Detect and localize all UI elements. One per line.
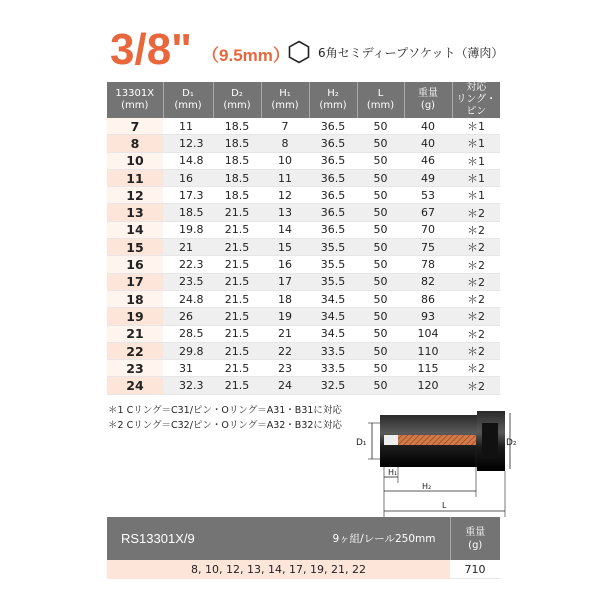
table-row	[107, 360, 500, 377]
size-cell: 14	[107, 221, 163, 238]
spec-cell: 50	[357, 308, 404, 325]
spec-cell: 36.5	[309, 118, 357, 135]
table-row	[107, 187, 500, 204]
table-row	[107, 204, 500, 221]
size-cell: 19	[107, 308, 163, 325]
size-cell: 16	[107, 256, 163, 273]
spec-cell: 18.5	[213, 135, 261, 152]
spec-cell: 34.5	[309, 308, 357, 325]
spec-cell: 14	[261, 221, 309, 238]
socket-dimension-diagram	[330, 405, 520, 525]
spec-cell: 15	[261, 239, 309, 256]
spec-cell: 86	[404, 290, 452, 307]
spec-cell: 7	[261, 118, 309, 135]
spec-cell: 12.3	[163, 135, 213, 152]
size-cell: 11	[107, 169, 163, 186]
spec-cell: 49	[404, 169, 452, 186]
spec-cell: 35.5	[309, 273, 357, 290]
spec-cell: 32.3	[163, 377, 213, 394]
spec-cell: 21.5	[213, 204, 261, 221]
spec-cell: 50	[357, 377, 404, 394]
spec-cell: 22	[261, 342, 309, 359]
spec-cell: 21.5	[213, 342, 261, 359]
footnote-1: ＊1 Cリング＝C31/ピン・Oリング＝A31・B31に対応	[108, 405, 342, 416]
spec-cell: 21.5	[213, 360, 261, 377]
spec-cell: 82	[404, 273, 452, 290]
spec-cell: 35.5	[309, 239, 357, 256]
spec-cell: 33.5	[309, 360, 357, 377]
spec-cell: 36.5	[309, 204, 357, 221]
socket-drive-square	[482, 423, 498, 459]
spec-cell: 24.8	[163, 290, 213, 307]
spec-cell: 115	[404, 360, 452, 377]
d1-label: D₁	[356, 438, 367, 448]
table-row	[107, 169, 500, 186]
set-weight-value: 710	[450, 560, 500, 579]
spec-cell: ＊2	[452, 256, 500, 273]
spec-cell: 26	[163, 308, 213, 325]
spec-cell: 50	[357, 239, 404, 256]
table-row	[107, 325, 500, 342]
spec-cell: 50	[357, 273, 404, 290]
spec-cell: 33.5	[309, 342, 357, 359]
header-l: L (mm)	[357, 82, 404, 118]
spec-cell: 21.5	[213, 273, 261, 290]
drive-size: 3/8"	[110, 25, 193, 74]
product-name: 6角セミディープソケット（薄肉）	[318, 46, 504, 60]
spec-cell: 104	[404, 325, 452, 342]
spec-cell: 21.5	[213, 290, 261, 307]
spec-cell: 35.5	[309, 256, 357, 273]
table-row	[107, 290, 500, 307]
spec-cell: 21.5	[213, 221, 261, 238]
spec-cell: 18.5	[213, 152, 261, 169]
spec-cell: ＊2	[452, 342, 500, 359]
footnote-2: ＊2 Cリング＝C32/ピン・Oリング＝A32・B32に対応	[108, 420, 342, 431]
header-size: 13301X (mm)	[107, 82, 163, 118]
spec-cell: ＊2	[452, 221, 500, 238]
table-row	[107, 256, 500, 273]
spec-cell: 18.5	[213, 169, 261, 186]
header-h1: H₁ (mm)	[261, 82, 309, 118]
spec-cell: 50	[357, 256, 404, 273]
set-weight-header: 重量 (g)	[450, 517, 500, 560]
spec-cell: ＊2	[452, 290, 500, 307]
size-cell: 21	[107, 325, 163, 342]
spec-cell: 70	[404, 221, 452, 238]
spec-cell: 50	[357, 325, 404, 342]
spec-cell: 17.3	[163, 187, 213, 204]
spec-cell: 36.5	[309, 187, 357, 204]
spec-cell: ＊2	[452, 273, 500, 290]
table-row	[107, 118, 500, 135]
spec-cell: 93	[404, 308, 452, 325]
spec-cell: ＊1	[452, 169, 500, 186]
spec-cell: 110	[404, 342, 452, 359]
spec-cell: 22.3	[163, 256, 213, 273]
spec-cell: 19.8	[163, 221, 213, 238]
size-cell: 22	[107, 342, 163, 359]
spec-cell: 50	[357, 360, 404, 377]
spec-cell: 8	[261, 135, 309, 152]
table-row	[107, 308, 500, 325]
spec-cell: 36.5	[309, 152, 357, 169]
size-cell: 18	[107, 290, 163, 307]
spec-table	[107, 82, 500, 395]
spec-cell: 17	[261, 273, 309, 290]
socket-hex-opening	[384, 435, 398, 445]
spec-cell: 50	[357, 204, 404, 221]
spec-cell: 75	[404, 239, 452, 256]
header-d2: D₂ (mm)	[213, 82, 261, 118]
size-cell: 24	[107, 377, 163, 394]
size-cell: 23	[107, 360, 163, 377]
table-row	[107, 377, 500, 394]
size-cell: 10	[107, 152, 163, 169]
drive-size-mm: （9.5mm）	[202, 46, 290, 65]
h1-label: H₁	[388, 468, 398, 477]
spec-cell: 21.5	[213, 239, 261, 256]
spec-cell: ＊2	[452, 204, 500, 221]
spec-cell: 21.5	[213, 377, 261, 394]
table-row	[107, 221, 500, 238]
spec-cell: 50	[357, 187, 404, 204]
spec-cell: 46	[404, 152, 452, 169]
spec-cell: 16	[163, 169, 213, 186]
set-sizes: 8, 10, 12, 13, 14, 17, 19, 21, 22	[107, 560, 450, 579]
spec-cell: 11	[163, 118, 213, 135]
spec-cell: ＊1	[452, 118, 500, 135]
size-cell: 17	[107, 273, 163, 290]
spec-cell: 67	[404, 204, 452, 221]
table-row	[107, 239, 500, 256]
footnotes	[108, 403, 342, 433]
set-data-row	[107, 560, 500, 579]
header-h2: H₂ (mm)	[309, 82, 357, 118]
spec-cell: 40	[404, 118, 452, 135]
spec-cell: 36.5	[309, 135, 357, 152]
hexagon-icon	[288, 40, 310, 64]
spec-cell: 50	[357, 152, 404, 169]
spec-cell: 11	[261, 169, 309, 186]
set-table	[107, 517, 500, 579]
spec-cell: ＊2	[452, 239, 500, 256]
size-cell: 13	[107, 204, 163, 221]
spec-cell: 53	[404, 187, 452, 204]
spec-cell: ＊1	[452, 187, 500, 204]
spec-cell: 120	[404, 377, 452, 394]
spec-cell: 18.5	[163, 204, 213, 221]
table-row	[107, 152, 500, 169]
spec-cell: 28.5	[163, 325, 213, 342]
spec-cell: 50	[357, 290, 404, 307]
spec-cell: 21.5	[213, 325, 261, 342]
spec-cell: 50	[357, 342, 404, 359]
table-row	[107, 342, 500, 359]
spec-cell: 36.5	[309, 221, 357, 238]
spec-cell: 16	[261, 256, 309, 273]
spec-cell: 31	[163, 360, 213, 377]
header-ring-pin: 対応 リング・ピン	[452, 82, 500, 118]
spec-cell: 34.5	[309, 290, 357, 307]
spec-cell: 12	[261, 187, 309, 204]
spec-cell: 18.5	[213, 187, 261, 204]
table-row	[107, 273, 500, 290]
spec-cell: 78	[404, 256, 452, 273]
spec-cell: ＊2	[452, 377, 500, 394]
size-cell: 7	[107, 118, 163, 135]
spec-cell: 50	[357, 221, 404, 238]
spec-cell: ＊1	[452, 152, 500, 169]
spec-cell: ＊2	[452, 360, 500, 377]
spec-cell: ＊1	[452, 135, 500, 152]
spec-cell: 29.8	[163, 342, 213, 359]
spec-cell: 19	[261, 308, 309, 325]
size-cell: 15	[107, 239, 163, 256]
spec-cell: ＊2	[452, 308, 500, 325]
page-title	[110, 22, 290, 72]
spec-cell: 14.8	[163, 152, 213, 169]
l-label: L	[442, 501, 447, 510]
spec-cell: 34.5	[309, 325, 357, 342]
spec-cell: 13	[261, 204, 309, 221]
set-model: RS13301X/9	[107, 517, 287, 560]
spec-cell: 50	[357, 169, 404, 186]
size-cell: 8	[107, 135, 163, 152]
h2-label: H₂	[422, 482, 432, 491]
set-description: 9ヶ組/レール250mm	[287, 517, 450, 560]
spec-cell: 24	[261, 377, 309, 394]
spec-cell: 21.5	[213, 256, 261, 273]
size-cell: 12	[107, 187, 163, 204]
spec-cell: 18	[261, 290, 309, 307]
spec-cell: 21	[163, 239, 213, 256]
spec-cell: 18.5	[213, 118, 261, 135]
header-d1: D₁ (mm)	[163, 82, 213, 118]
spec-cell: 32.5	[309, 377, 357, 394]
spec-cell: 21	[261, 325, 309, 342]
spec-cell: 21.5	[213, 308, 261, 325]
table-row	[107, 135, 500, 152]
d2-label: D₂	[506, 438, 517, 448]
spec-cell: ＊2	[452, 325, 500, 342]
header-weight: 重量 (g)	[404, 82, 452, 118]
spec-header-row	[107, 82, 500, 118]
spec-cell: 23	[261, 360, 309, 377]
spec-cell: 50	[357, 135, 404, 152]
spec-cell: 10	[261, 152, 309, 169]
set-header-row	[107, 517, 500, 560]
spec-cell: 40	[404, 135, 452, 152]
spec-cell: 36.5	[309, 169, 357, 186]
spec-cell: 50	[357, 118, 404, 135]
spec-cell: 23.5	[163, 273, 213, 290]
